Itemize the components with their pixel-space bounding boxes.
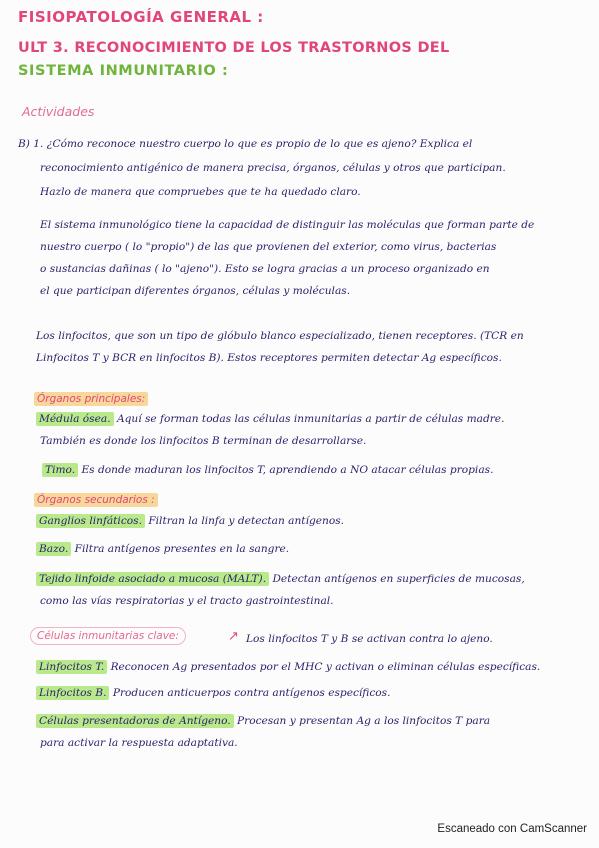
arrow-icon: ↗ xyxy=(228,629,239,644)
organos-secundarios-heading: Órganos secundarios : xyxy=(34,490,158,506)
linfocitos-t-text: Reconocen Ag presentados por el MHC y activan o eliminan células específicas. xyxy=(110,661,541,673)
unit-title: RECONOCIMIENTO DE LOS TRASTORNOS DEL xyxy=(74,40,450,56)
timo-label: Timo. xyxy=(42,463,78,477)
apc-text: Procesan y presentan Ag a los linfocitos T para xyxy=(237,715,491,727)
organos-principales-heading: Órganos principales: xyxy=(34,389,148,405)
medula-line-2: También es donde los linfocitos B terminan de desarrollarse. xyxy=(40,435,367,447)
malt-line xyxy=(36,574,525,585)
question-line-2: reconocimiento antigénico de manera precisa, órganos, células y otros que participan. xyxy=(40,162,506,174)
linfocitos-b-line xyxy=(36,688,391,699)
linfocitos-t-label: Linfocitos T. xyxy=(36,660,107,674)
medula-label: Médula ósea. xyxy=(36,412,114,426)
malt-text: Detectan antígenos en superficies de mucosas, xyxy=(272,573,525,585)
celulas-heading: Células inmunitarias clave: xyxy=(30,626,186,642)
malt-line-2: como las vías respiratorias y el tracto gastrointestinal. xyxy=(40,595,334,607)
ganglios-text: Filtran la linfa y detectan antígenos. xyxy=(148,515,345,527)
question-line-3: Hazlo de manera que compruebes que te ha quedado claro. xyxy=(40,186,361,198)
question-text: ¿Cómo reconoce nuestro cuerpo lo que es propio de lo que es ajeno? Explica el xyxy=(46,138,473,150)
bazo-line xyxy=(36,544,289,555)
question-line-1 xyxy=(18,139,472,150)
linfocitos-t-line xyxy=(36,662,540,673)
apc-line-2: para activar la respuesta adaptativa. xyxy=(40,737,238,749)
answer-line: nuestro cuerpo ( lo "propio") de las que provienen del exterior, como virus, bacterias xyxy=(40,241,497,253)
bazo-text: Filtra antígenos presentes en la sangre. xyxy=(74,543,290,555)
unit-label: ULT 3. xyxy=(18,40,69,56)
apc-line xyxy=(36,716,490,727)
apc-label: Células presentadoras de Antígeno. xyxy=(36,714,234,728)
answer-line: Linfocitos T y BCR en linfocitos B). Estos receptores permiten detectar Ag específicos. xyxy=(36,352,502,364)
page-title: FISIOPATOLOGÍA GENERAL : xyxy=(18,8,264,26)
ganglios-label: Ganglios linfáticos. xyxy=(36,514,145,528)
camscanner-watermark: Escaneado con CamScanner xyxy=(437,823,587,835)
answer-line: el que participan diferentes órganos, células y moléculas. xyxy=(40,285,351,297)
malt-label: Tejido linfoide asociado a mucosa (MALT). xyxy=(36,572,269,586)
ganglios-line xyxy=(36,516,344,527)
timo-text: Es donde maduran los linfocitos T, aprendiendo a NO atacar células propias. xyxy=(81,464,494,476)
unit-heading xyxy=(18,41,450,56)
bazo-label: Bazo. xyxy=(36,542,71,556)
celulas-note: Los linfocitos T y B se activan contra lo ajeno. xyxy=(246,633,493,645)
answer-line: o sustancias dañinas ( lo "ajeno"). Esto se logra gracias a un proceso organizado en xyxy=(40,263,490,275)
answer-line: El sistema inmunológico tiene la capacidad de distinguir las moléculas que forman parte de xyxy=(40,219,535,231)
answer-line: Los linfocitos, que son un tipo de glóbulo blanco especializado, tienen receptores. (TCR en xyxy=(36,330,524,342)
medula-text: Aquí se forman todas las células inmunitarias a partir de células madre. xyxy=(116,413,505,425)
linfocitos-b-text: Producen anticuerpos contra antígenos específicos. xyxy=(112,687,391,699)
linfocitos-b-label: Linfocitos B. xyxy=(36,686,109,700)
question-prefix: B) 1. xyxy=(18,138,44,150)
section-label: Actividades xyxy=(22,104,95,119)
timo-line xyxy=(42,465,493,476)
unit-title-line-2: SISTEMA INMUNITARIO : xyxy=(18,63,229,79)
medula-line xyxy=(36,414,504,425)
